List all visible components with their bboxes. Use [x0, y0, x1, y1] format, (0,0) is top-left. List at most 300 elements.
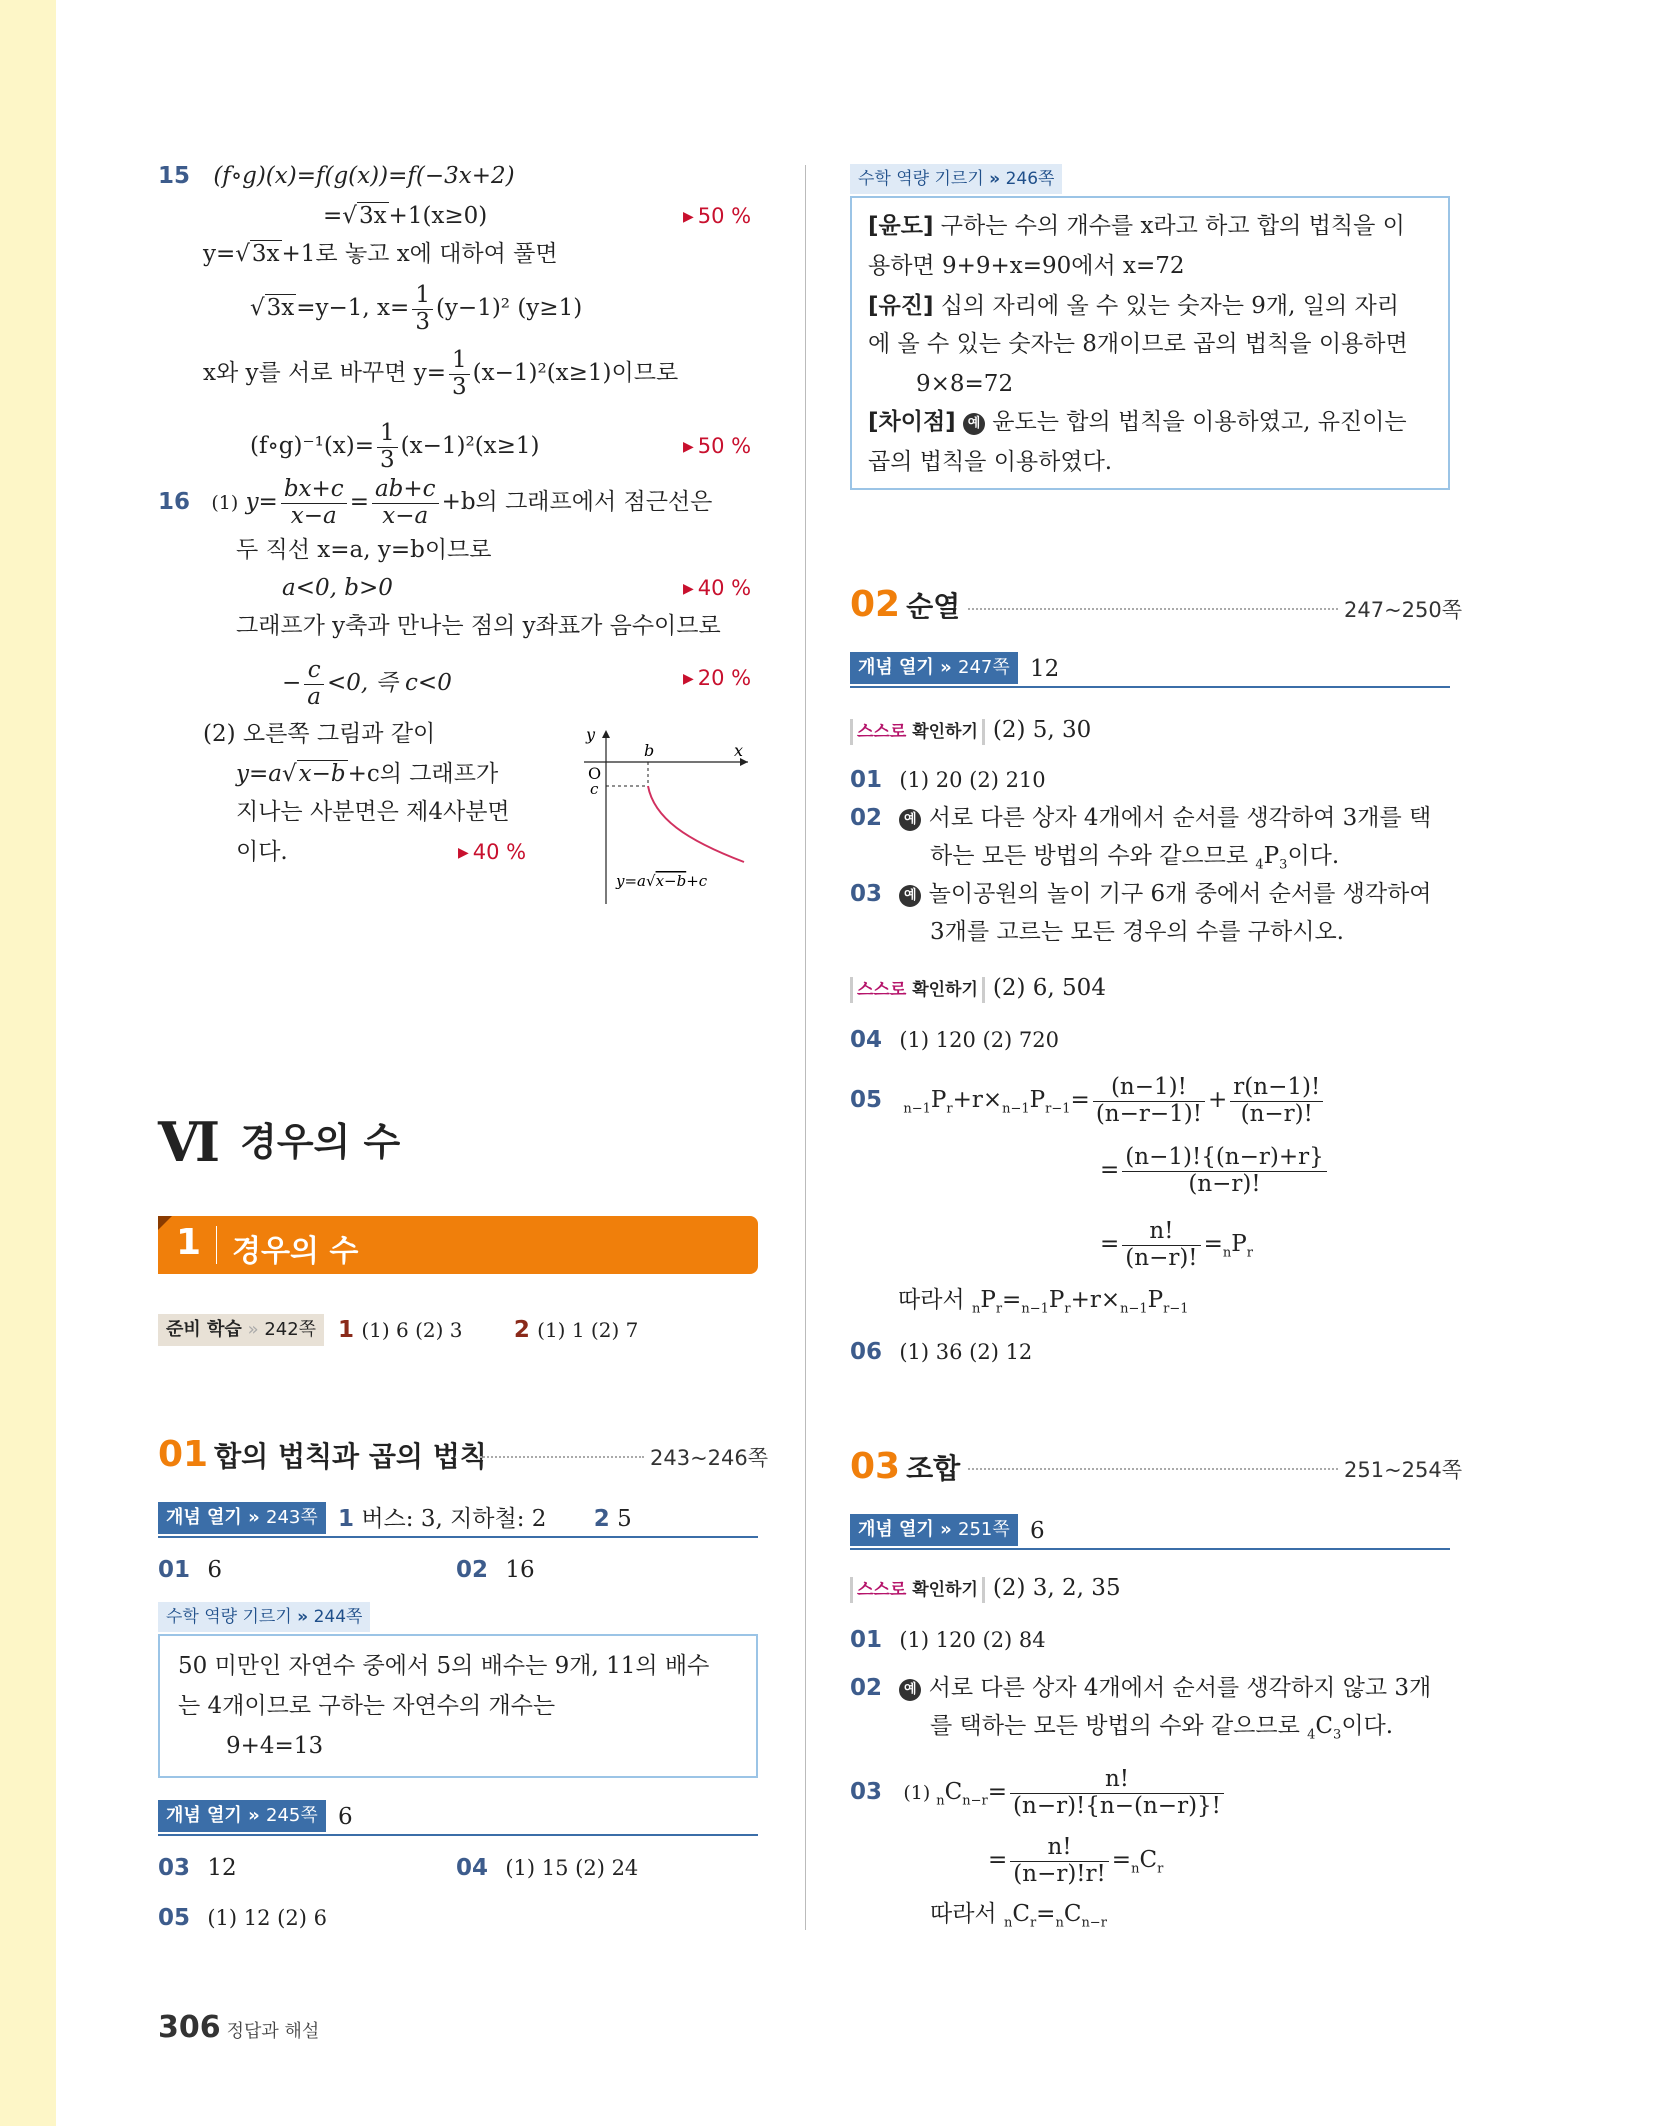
- q16-eq: =: [349, 489, 369, 515]
- q16-line4: 그래프가 y축과 만나는 점의 y좌표가 음수이므로: [236, 613, 721, 639]
- sec02-tag-line: [850, 652, 1450, 688]
- sec01-box-line2: 는 4개이므로 구하는 자연수의 개수는: [178, 1693, 556, 1719]
- e3-frac: [1122, 1219, 1200, 1271]
- q16-line8: 이다.: [236, 839, 288, 865]
- sec03-number: 03: [850, 1446, 901, 1487]
- chapter-heading: [158, 1110, 400, 1174]
- sec02-a05-line3: [1100, 1214, 1253, 1284]
- sec02-check1: [850, 714, 1091, 746]
- c2-frac: [1010, 1835, 1109, 1887]
- sec01-box-line1: 50 미만인 자연수 중에서 5의 배수는 9개, 11의 배수: [178, 1653, 710, 1679]
- sec02-a06-num: 06: [850, 1339, 883, 1365]
- sec01-tag2-page: 245쪽: [266, 1805, 318, 1826]
- r-box: [850, 196, 1450, 490]
- sec03-a02-l2c: 이다.: [1341, 1713, 1394, 1739]
- sec02-tag-value: 12: [1030, 656, 1060, 682]
- e2-frac: [1122, 1145, 1326, 1197]
- sec03-check-label: [850, 1577, 985, 1603]
- e4-r1: r: [995, 1301, 1003, 1317]
- q15-l6b: (x−1)²(x≥1): [400, 433, 540, 459]
- sec02-check2-label: [850, 977, 985, 1003]
- q15-frac1-d: 3: [415, 308, 430, 335]
- sec02-a03: [850, 878, 1432, 910]
- e3-frac-d: (n−r)!: [1125, 1244, 1198, 1271]
- sec03-a02-sub2: 3: [1333, 1727, 1342, 1743]
- q15-number: 15: [158, 163, 191, 189]
- sec02-check2-val: (2) 6, 504: [992, 975, 1106, 1001]
- q15-frac1: [412, 283, 433, 335]
- q16-l5n: c: [304, 658, 324, 684]
- q16-frac1: [281, 477, 347, 529]
- c2-eq: =: [988, 1847, 1008, 1873]
- graph-x-label: x: [734, 741, 744, 760]
- c1-r: n−r: [962, 1793, 988, 1809]
- prep-tag-label: 준비 학습: [166, 1319, 242, 1340]
- e1-mid: +r×: [952, 1087, 1003, 1113]
- sec03-tag-line: [850, 1514, 1450, 1550]
- graph-b-label: b: [644, 741, 655, 760]
- e1-sub4: r−1: [1045, 1101, 1071, 1117]
- c2-s: n: [1131, 1861, 1140, 1877]
- sec01-a03-num: 03: [158, 1855, 191, 1881]
- q16-line1: [158, 470, 712, 535]
- c2-frac-d: (n−r)!r!: [1013, 1860, 1106, 1887]
- q16-y: y=: [245, 489, 278, 515]
- graph-origin-label: O: [588, 764, 602, 783]
- sec02-a02-l2a: 하는 모든 방법의 수와 같으므로: [930, 843, 1256, 869]
- q15-frac3: [377, 421, 398, 473]
- sec01-tag1-values: [338, 1502, 632, 1536]
- sec01-tag1-v1-num: 1: [338, 1506, 355, 1532]
- sec03-tag: 개념 열기 » 251쪽: [850, 1514, 1018, 1546]
- r-box-example-icon: 예: [963, 413, 985, 435]
- e4-s3: n−1: [1120, 1301, 1148, 1317]
- sec01-tag1-v2-text: 5: [617, 1506, 632, 1532]
- sec01-title: [158, 1434, 487, 1475]
- q16-line5: [282, 655, 452, 711]
- q16-line6: y=a√x−b+c의 그래프가: [236, 761, 499, 787]
- e3-eq: =: [1100, 1231, 1120, 1257]
- sec01-box: [158, 1634, 758, 1778]
- e1-sub2: r: [946, 1101, 953, 1117]
- e1-frac2-d: (n−r)!: [1240, 1100, 1313, 1127]
- prep-answers: [338, 1314, 638, 1346]
- sec01-a01: [158, 1554, 222, 1586]
- page-footer: [158, 2010, 319, 2045]
- c1-eq: =: [987, 1779, 1008, 1805]
- q16-pct2: ▶ 20 %: [683, 666, 752, 690]
- q15-l5b: (x−1)²(x≥1)이므로: [472, 360, 679, 386]
- chapter-title: 경우의 수: [240, 1120, 401, 1164]
- sec02-a06: [850, 1336, 1032, 1368]
- q15-l6a: (f∘g)⁻¹(x)=: [250, 433, 375, 459]
- q16-frac2: [372, 477, 439, 529]
- sec02-tag-page: 247쪽: [958, 657, 1010, 678]
- q16-part1-label: (1): [211, 492, 239, 514]
- q15-l4a: 3x: [266, 295, 295, 321]
- e1-frac1-d: (n−r−1)!: [1095, 1100, 1203, 1127]
- c2-r: r: [1157, 1861, 1164, 1877]
- unit-number: 1: [176, 1222, 202, 1263]
- page-side-strip: [0, 0, 56, 2126]
- sec01-box-line3: 9+4=13: [226, 1733, 324, 1759]
- c4-c: C: [1063, 1901, 1082, 1927]
- sec02-check1-a: 스스로: [857, 722, 907, 742]
- sec02-a04-num: 04: [850, 1027, 883, 1053]
- c1-frac-d: (n−r)!{n−(n−r)}!: [1013, 1792, 1221, 1819]
- sec01-a02: [456, 1554, 535, 1586]
- q16-l5a: −: [282, 670, 302, 696]
- sec03-pages: 251~254쪽: [1344, 1458, 1463, 1482]
- sec02-dots: [968, 608, 1338, 610]
- q15-l3b: 3x: [251, 241, 280, 267]
- graph-c-label: c: [590, 780, 599, 798]
- graph-curve-label-a: y=a: [616, 872, 646, 890]
- sec02-check1-val: (2) 5, 30: [992, 717, 1092, 743]
- sec01-box-tag-label: 수학 역량 기르기: [166, 1607, 292, 1627]
- sec02-a02-example-icon: 예: [899, 809, 921, 831]
- sec02-check1-label: [850, 719, 985, 745]
- q15-l2b: 3x: [358, 203, 387, 229]
- footer-label: 정답과 해설: [226, 2021, 320, 2042]
- sec02-a03-line2: 3개를 고르는 모든 경우의 수를 구하시오.: [930, 919, 1344, 945]
- q16-line7: 지나는 사분면은 제4사분면: [236, 799, 510, 825]
- c4-r: n−r: [1081, 1915, 1107, 1931]
- q15-frac2-n: 1: [449, 348, 470, 374]
- q15-l4c: (y−1)² (y≥1): [435, 295, 583, 321]
- e1-frac1: [1093, 1075, 1205, 1127]
- r-box-tag-label: 수학 역량 기르기: [858, 169, 984, 189]
- q15-line4: √3x=y−1, x= $\frac{1}{3}$ (y−1)² (y≥1): [250, 282, 583, 335]
- e1-eq: =: [1070, 1087, 1090, 1113]
- sec01-number: 01: [158, 1434, 209, 1475]
- q15-line3: y=√3x+1로 놓고 x에 대하여 풀면: [203, 241, 558, 267]
- sec02-a02-p: P: [1263, 843, 1280, 869]
- q15-pct2-text: 50 %: [697, 434, 752, 458]
- sec02-a03-l1: 놀이공원의 놀이 기구 6개 중에서 순서를 생각하여: [921, 881, 1432, 907]
- sec02-a05-num: 05: [850, 1087, 883, 1113]
- sec01-a05-num: 05: [158, 1905, 191, 1931]
- sec03-a02-example-icon: 예: [899, 1679, 921, 1701]
- sec03-a02-num: 02: [850, 1675, 883, 1701]
- graph-curve: [648, 786, 744, 862]
- sec02-a01: [850, 764, 1046, 796]
- q16-pct1-text: 40 %: [697, 576, 752, 600]
- r-box-diff: [차이점]: [868, 409, 956, 435]
- q16-line3: [282, 572, 393, 604]
- q15-l3c: +1로 놓고 x에 대하여 풀면: [281, 241, 558, 267]
- r-box-line2: 용하면 9+9+x=90에서 x=72: [868, 253, 1185, 279]
- sec02-tag: 개념 열기 » 247쪽: [850, 652, 1018, 684]
- sec03-a02-l2a: 를 택하는 모든 방법의 수와 같으므로: [930, 1713, 1308, 1739]
- sec02-a02: [850, 802, 1431, 834]
- c3-r: r: [1029, 1915, 1037, 1931]
- unit-banner-separator: [216, 1226, 217, 1264]
- sec01-pages: 243~246쪽: [650, 1446, 769, 1470]
- sec01-a03: [158, 1852, 237, 1884]
- e4-r2: r: [1064, 1301, 1071, 1317]
- sec01-tag1-v1-text: 버스: 3, 지하철: 2: [361, 1506, 547, 1532]
- sec01-a02-num: 02: [456, 1557, 489, 1583]
- sec01-a03-val: 12: [207, 1855, 237, 1881]
- q15-pct1: ▶ 50 %: [683, 204, 752, 228]
- unit-title: 경우의 수: [232, 1234, 359, 1269]
- sec02-a04-val: (1) 120 (2) 720: [899, 1028, 1060, 1052]
- sec02-number: 02: [850, 584, 901, 625]
- q16-f2n: ab+c: [372, 477, 439, 503]
- q16-part2: (2) 오른쪽 그림과 같이: [203, 721, 436, 747]
- r-box-line1: [868, 210, 1405, 242]
- q16-frac3: [304, 658, 324, 710]
- prep-a2-val: (1) 1 (2) 7: [537, 1318, 639, 1342]
- sec03-a02-line2: [930, 1710, 1393, 1752]
- c3-eq: =: [1036, 1901, 1056, 1927]
- sec03-a01-num: 01: [850, 1627, 883, 1653]
- prep-tag: 준비 학습 » 242쪽: [158, 1314, 324, 1346]
- r-box-l3b: 십의 자리에 올 수 있는 숫자는 9개, 일의 자리: [933, 293, 1399, 319]
- q15-line2: =√3x+1(x≥0): [323, 203, 488, 229]
- e1-p2: P: [1029, 1087, 1046, 1113]
- e1-sub1: n−1: [903, 1101, 931, 1117]
- sec03-a02-l1: 서로 다른 상자 4개에서 순서를 생각하지 않고 3개: [921, 1675, 1432, 1701]
- q16-l5d: a: [307, 683, 321, 710]
- sec02-check2-a: 스스로: [857, 980, 907, 1000]
- r-box-l6b: 윤도는 합의 법칙을 이용하였고, 유진이는: [985, 409, 1407, 435]
- sec01-tag2-line: [158, 1800, 758, 1836]
- sec03-tag-page: 251쪽: [958, 1519, 1010, 1540]
- q16-pct2-text: 20 %: [697, 666, 752, 690]
- sec01-tag1-v2-num: 2: [593, 1506, 610, 1532]
- q15-l2c: +1(x≥0): [388, 203, 488, 229]
- sec02-a02-sub2: 3: [1279, 857, 1288, 873]
- sec01-a04-num: 04: [456, 1855, 489, 1881]
- prep-a1-num: 1: [338, 1317, 355, 1343]
- q15-l3a: y=: [203, 241, 236, 267]
- sec03-a03-line1: [850, 1762, 1227, 1832]
- e4-text: 따라서: [898, 1287, 972, 1313]
- q16-number: 16: [158, 489, 191, 515]
- e1-frac2: [1230, 1075, 1323, 1127]
- r-box-tag-page: 246쪽: [1005, 169, 1055, 189]
- e1-p1: P: [930, 1087, 947, 1113]
- e3-eq2: =: [1203, 1231, 1223, 1257]
- e3-frac-n: n!: [1122, 1219, 1200, 1245]
- unit-banner: [158, 1216, 758, 1274]
- c1-c: C: [944, 1779, 963, 1805]
- sec02-pages: 247~250쪽: [1344, 598, 1463, 622]
- q16-l5b: <0, 즉 c<0: [327, 670, 452, 696]
- e4-s1: n: [971, 1301, 981, 1317]
- sec03-a02-c: C: [1315, 1713, 1334, 1739]
- c1-frac-n: n!: [1010, 1767, 1224, 1793]
- e4-p3: P: [1147, 1287, 1164, 1313]
- q15-l2a: =: [323, 203, 343, 229]
- sec01-tag1-page: 243쪽: [266, 1507, 318, 1528]
- sec01-a04-val: (1) 15 (2) 24: [505, 1856, 639, 1880]
- e2-eq: =: [1100, 1157, 1120, 1183]
- sec02-a02-l2c: 이다.: [1287, 843, 1340, 869]
- e4-x: +r×: [1070, 1287, 1121, 1313]
- r-box-line7: 곱의 법칙을 이용하였다.: [868, 449, 1113, 475]
- r-box-l1b: 구하는 수의 개수를 x라고 하고 합의 법칙을 이: [933, 213, 1405, 239]
- q16-f1d: x−a: [290, 502, 337, 529]
- q16-l6a: y=a: [236, 761, 282, 787]
- sec02-a05-line2: [1100, 1140, 1330, 1200]
- e4-eq: =: [1002, 1287, 1022, 1313]
- sec03-check-b: 확인하기: [912, 1580, 978, 1600]
- sec03-a03-num: 03: [850, 1779, 883, 1805]
- sec01-tag1-line: [158, 1502, 758, 1538]
- unit-banner-corner: [158, 1216, 172, 1230]
- sec03-a03-part1: (1): [903, 1782, 937, 1804]
- sec03-dots: [968, 1468, 1338, 1470]
- graph-curve-label: y=a√x−b+c: [616, 872, 708, 890]
- e2-frac-d: (n−r)!: [1188, 1170, 1261, 1197]
- sec03-a02-sub1: 4: [1307, 1727, 1316, 1743]
- c3-text: 따라서: [930, 1901, 1004, 1927]
- e3-p: P: [1231, 1231, 1247, 1257]
- c2-frac-n: n!: [1010, 1835, 1109, 1861]
- sec01-tag1: 개념 열기 » 243쪽: [158, 1502, 326, 1534]
- sec02-name: 순열: [906, 590, 961, 623]
- sec02-a01-num: 01: [850, 767, 883, 793]
- e1-plus: +: [1208, 1087, 1228, 1113]
- sec01-a05: [158, 1902, 327, 1934]
- sec01-a01-val: 6: [207, 1557, 222, 1583]
- sec02-a03-example-icon: 예: [899, 885, 921, 907]
- sec02-a02-line2: [930, 840, 1339, 882]
- q16-pct1: ▶ 40 %: [683, 576, 752, 600]
- sec02-a01-val: (1) 20 (2) 210: [899, 768, 1046, 792]
- sec01-name: 합의 법칙과 곱의 법칙: [214, 1440, 487, 1473]
- r-box-line4: 에 올 수 있는 숫자는 8개이므로 곱의 법칙을 이용하면: [868, 331, 1408, 357]
- sec03-check-a: 스스로: [857, 1580, 907, 1600]
- e4-p2: P: [1048, 1287, 1065, 1313]
- q15-line6: [250, 418, 540, 474]
- sec03-check-val: (2) 3, 2, 35: [992, 1575, 1121, 1601]
- column-divider: [805, 165, 806, 1930]
- e3-sub1: n: [1222, 1245, 1232, 1261]
- sec02-check2: [850, 972, 1106, 1004]
- e1-frac1-n: (n−1)!: [1093, 1075, 1205, 1101]
- prep-a2-num: 2: [513, 1317, 530, 1343]
- sec02-a02-sub1: 4: [1255, 857, 1264, 873]
- q15-pct2: ▶ 50 %: [683, 434, 752, 458]
- c4-s: n: [1055, 1915, 1064, 1931]
- q16-tail: +b의 그래프에서 점근선은: [441, 489, 713, 515]
- graph-curve-label-c: +c: [686, 872, 708, 890]
- q16-pct3-text: 40 %: [472, 840, 527, 864]
- sec03-a02: [850, 1672, 1431, 1704]
- r-box-line6: [868, 406, 1407, 438]
- q16-f1n: bx+c: [281, 477, 347, 503]
- q16-l6b: x−b: [298, 761, 346, 787]
- sec02-a03-num: 03: [850, 881, 883, 907]
- sec02-a02-l1: 서로 다른 상자 4개에서 순서를 생각하여 3개를 택: [921, 805, 1432, 831]
- e3-sub2: r: [1246, 1245, 1253, 1261]
- c1-frac: [1010, 1767, 1224, 1819]
- sec02-a05-line1: [850, 1070, 1326, 1140]
- e1-frac2-n: r(n−1)!: [1230, 1075, 1323, 1101]
- sec03-a03-line2: [988, 1830, 1163, 1900]
- sec01-a04: [456, 1852, 638, 1884]
- r-box-tag: 수학 역량 기르기 » 246쪽: [850, 164, 1062, 194]
- prep-tag-page: 242쪽: [264, 1319, 317, 1340]
- q15-frac3-d: 3: [380, 446, 395, 473]
- q16-l6c: +c의 그래프가: [347, 761, 499, 787]
- q15-frac3-n: 1: [377, 421, 398, 447]
- c3-c: C: [1012, 1901, 1030, 1927]
- sec01-tag2: 개념 열기 » 245쪽: [158, 1800, 326, 1832]
- q15-line5: [203, 345, 678, 401]
- e2-frac-n: (n−1)!{(n−r)+r}: [1122, 1145, 1326, 1171]
- sec02-a06-val: (1) 36 (2) 12: [899, 1340, 1033, 1364]
- sec02-title: [850, 584, 960, 625]
- sec01-box-tag: 수학 역량 기르기 » 244쪽: [158, 1602, 370, 1632]
- q15-frac2-d: 3: [452, 373, 467, 400]
- e4-r3: r−1: [1163, 1301, 1189, 1317]
- sec01-a02-val: 16: [505, 1557, 535, 1583]
- sec02-tag-label: 개념 열기: [858, 657, 934, 678]
- c2-eq2: =: [1111, 1847, 1132, 1873]
- sec03-name: 조합: [906, 1452, 961, 1485]
- q16-graph: [576, 722, 756, 908]
- q15-l1: (f∘g)(x)=f(g(x))=f(−3x+2): [213, 163, 515, 189]
- sec01-tag2-label: 개념 열기: [166, 1805, 242, 1826]
- sec03-check: [850, 1572, 1121, 1604]
- sec02-a02-num: 02: [850, 805, 883, 831]
- c1-s: n: [936, 1793, 945, 1809]
- sec03-title: [850, 1446, 960, 1487]
- q15-l5a: x와 y를 서로 바꾸면 y=: [203, 360, 447, 386]
- sec02-a04: [850, 1024, 1059, 1056]
- q16-line2: 두 직선 x=a, y=b이므로: [236, 537, 492, 563]
- sec01-a01-num: 01: [158, 1557, 191, 1583]
- r-box-yundo: [윤도]: [868, 213, 934, 239]
- sec02-check1-b: 확인하기: [912, 722, 978, 742]
- graph-y-arrow: [602, 730, 610, 738]
- r-box-line5: 9×8=72: [916, 371, 1014, 397]
- sec01-dots: [480, 1456, 644, 1458]
- sec03-a01: [850, 1624, 1046, 1656]
- e1-sub3: n−1: [1002, 1101, 1030, 1117]
- q15-line1: [158, 160, 515, 192]
- chapter-number: Ⅵ: [158, 1110, 221, 1174]
- q16-pct3: ▶ 40 %: [458, 840, 527, 864]
- sec02-a05-line4: [898, 1284, 1189, 1326]
- sec01-tag2-value: 6: [338, 1804, 353, 1830]
- q16-f2d: x−a: [382, 502, 429, 529]
- sec01-box-tag-page: 244쪽: [313, 1607, 363, 1627]
- graph-y-label: y: [586, 725, 596, 744]
- sec03-tag-label: 개념 열기: [858, 1519, 934, 1540]
- q15-l4b: =y−1, x=: [296, 295, 410, 321]
- sec03-tag-value: 6: [1030, 1518, 1045, 1544]
- e4-s2: n−1: [1021, 1301, 1049, 1317]
- e4-p1: P: [980, 1287, 996, 1313]
- page-number: 306: [158, 2010, 221, 2045]
- sec01-tag1-label: 개념 열기: [166, 1507, 242, 1528]
- r-box-yujin: [유진]: [868, 293, 934, 319]
- sec02-check2-b: 확인하기: [912, 980, 978, 1000]
- q15-frac2: [449, 348, 470, 400]
- q15-frac1-n: 1: [412, 283, 433, 309]
- q15-pct1-text: 50 %: [697, 204, 752, 228]
- r-box-line3: [868, 290, 1399, 322]
- c3-s: n: [1003, 1915, 1013, 1931]
- q16-l3: a<0, b>0: [282, 575, 393, 601]
- sec01-a05-val: (1) 12 (2) 6: [207, 1906, 327, 1930]
